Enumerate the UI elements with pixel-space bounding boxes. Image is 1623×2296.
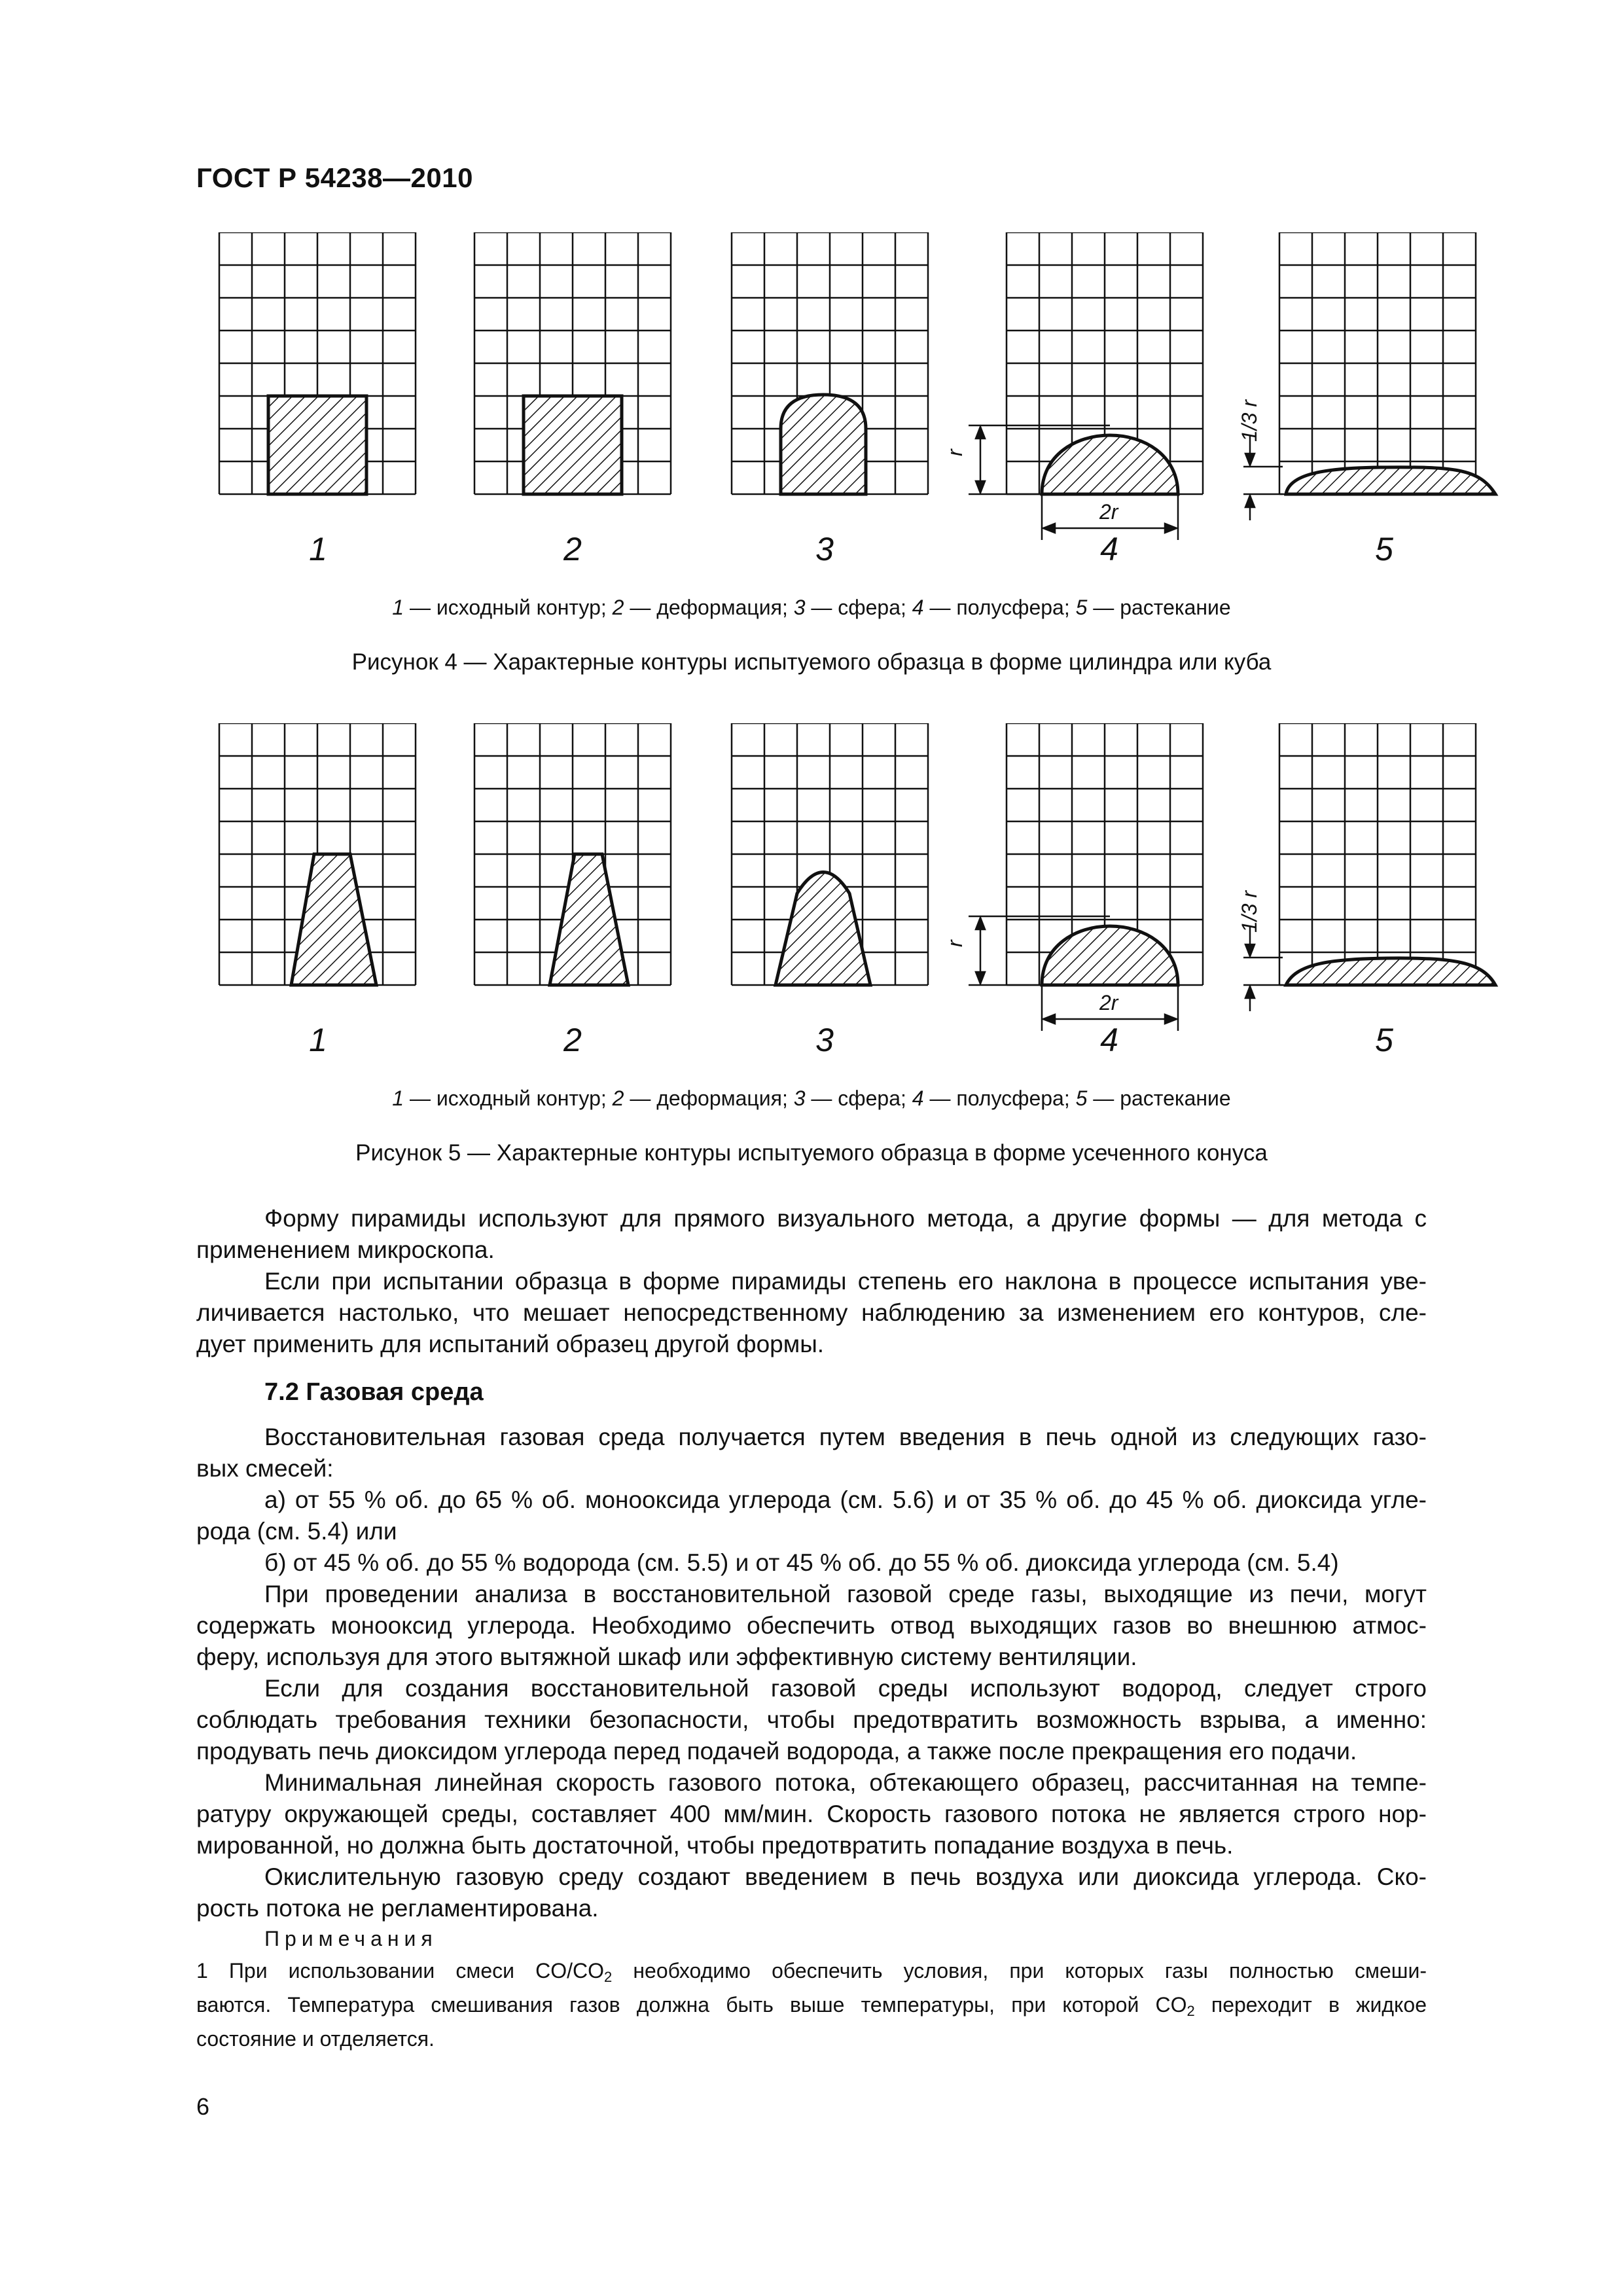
fig5-number-5: 5 bbox=[1375, 1022, 1393, 1058]
fig4-number-1: 1 bbox=[309, 531, 327, 567]
fig5-shape-1-frustum bbox=[291, 854, 376, 985]
paragraph-flow-rate: Минимальная линейная скорость газового потока, обтекающего образец, рассчитанная на темпе- ратуру окружающей среды, составляет 400 мм/мин. Скорость газового потока не является строго нор- мированной, но должна быть достаточной, чтобы предотвратить попадание воздуха в печь. bbox=[196, 1769, 1427, 1859]
fig4-shape-1-cube bbox=[268, 396, 366, 494]
fig4-dimension-third bbox=[1243, 435, 1283, 520]
fig4-shape-4-hemisphere bbox=[1042, 435, 1178, 494]
fig4-number-3: 3 bbox=[815, 531, 834, 567]
paragraph-exhaust: При проведении анализа в восстановительной газовой среде газы, выходящие из печи, могут содержать монооксид углерода. Необходимо обеспечить отвод выходящих газов во внешнюю атмос- феру, используя для этого вытяжной шкаф или эффективную систему вентиляции. bbox=[196, 1581, 1427, 1670]
fig4-shape-5-spreading bbox=[1286, 467, 1495, 494]
fig4-number-2: 2 bbox=[563, 531, 582, 567]
fig5-dim-2r-label: 2r bbox=[1099, 991, 1118, 1014]
figure-4-caption: Рисунок 4 — Характерные контуры испытуемого образца в форме цилиндра или куба bbox=[351, 649, 1272, 675]
paragraph-pyramid-usage: Форму пирамиды используют для прямого визуального метода, а другие формы — для метода с применением микроскопа. bbox=[196, 1205, 1427, 1263]
figure-4 bbox=[196, 232, 1505, 730]
fig4-dim-r-label: r bbox=[943, 449, 967, 456]
fig5-dim-third-label: 1/3 r bbox=[1238, 890, 1261, 933]
fig4-number-4: 4 bbox=[1100, 531, 1118, 567]
paragraph-oxidizing-atmosphere: Окислительную газовую среду создают введением в печь воздуха или диоксида углерода. Ско- рость потока не регламентирована. bbox=[196, 1863, 1427, 1922]
figure-5 bbox=[196, 723, 1505, 1221]
fig5-number-3: 3 bbox=[815, 1022, 834, 1058]
fig5-shape-5-spreading bbox=[1286, 958, 1495, 985]
list-item-b: б) от 45 % об. до 55 % водорода (см. 5.5) и от 45 % об. до 55 % об. диоксида углерода (см. 5.4) bbox=[264, 1549, 1339, 1576]
fig5-shape-2-deformed bbox=[550, 854, 628, 985]
fig4-dim-2r-label: 2r bbox=[1099, 500, 1118, 524]
figure-5-legend: 1 — исходный контур; 2 — деформация; 3 — сфера; 4 — полусфера; 5 — растекание bbox=[392, 1086, 1231, 1110]
fig5-number-4: 4 bbox=[1100, 1022, 1118, 1058]
fig5-number-2: 2 bbox=[563, 1022, 582, 1058]
fig5-shape-4-hemisphere bbox=[1042, 926, 1178, 985]
fig4-number-5: 5 bbox=[1375, 531, 1393, 567]
paragraph-reducing-atmosphere: Восстановительная газовая среда получается путем введения в печь одной из следующих газо- вых смесей: bbox=[196, 1424, 1427, 1482]
list-item-a: а) от 55 % об. до 65 % об. монооксида углерода (см. 5.6) и от 35 % об. до 45 % об. диоксида угле- рода (см. 5.4) или bbox=[196, 1486, 1427, 1545]
figure-4-drawing bbox=[196, 232, 1505, 547]
paragraph-tilt: Если при испытании образца в форме пирамиды степень его наклона в процессе испытания уве- личивается настолько, что мешает непосредственному наблюдению за изменением его контуров, сле- дует применить для испытаний образец другой формы. bbox=[196, 1268, 1427, 1357]
fig4-dim-third-label: 1/3 r bbox=[1238, 399, 1261, 442]
fig5-dimension-third bbox=[1243, 926, 1283, 1011]
fig4-shape-2-deformed bbox=[524, 396, 622, 494]
notes-title: Примечания bbox=[264, 1927, 438, 1950]
fig5-shape-3-sphere bbox=[776, 872, 870, 986]
figure-4-legend: 1 — исходный контур; 2 — деформация; 3 — сфера; 4 — полусфера; 5 — растекание bbox=[392, 596, 1231, 619]
note-1: 1 При использовании смеси $CO/CO_2$ необходимо обеспечить условия, при которых газы полностью смеши- ваются. Температура смешивания газов должна быть выше температуры, при которой $CO_2$ переходит в жидкое состояние и отделяется. bbox=[196, 1959, 1427, 2051]
paragraph-hydrogen-safety: Если для создания восстановительной газовой среды используют водород, следует строго соблюдать требования техники безопасности, чтобы предотвратить возможность взрыва, а именно: продувать печь диоксидом углерода перед подачей водорода, а также после прекращения его подачи. bbox=[196, 1675, 1427, 1765]
fig4-shape-3-sphere bbox=[781, 395, 866, 494]
fig5-number-1: 1 bbox=[309, 1022, 327, 1058]
document-header: ГОСТ Р 54238—2010 bbox=[196, 162, 473, 193]
figure-5-caption: Рисунок 5 — Характерные контуры испытуемого образца в форме усеченного конуса bbox=[355, 1140, 1268, 1166]
page-number: 6 bbox=[196, 2093, 210, 2120]
fig5-dim-r-label: r bbox=[943, 940, 967, 947]
section-heading-7-2: 7.2 Газовая среда bbox=[264, 1378, 484, 1406]
figure-5-drawing bbox=[196, 723, 1505, 1037]
grid-5 bbox=[1279, 232, 1476, 494]
grid-5 bbox=[1279, 723, 1476, 985]
